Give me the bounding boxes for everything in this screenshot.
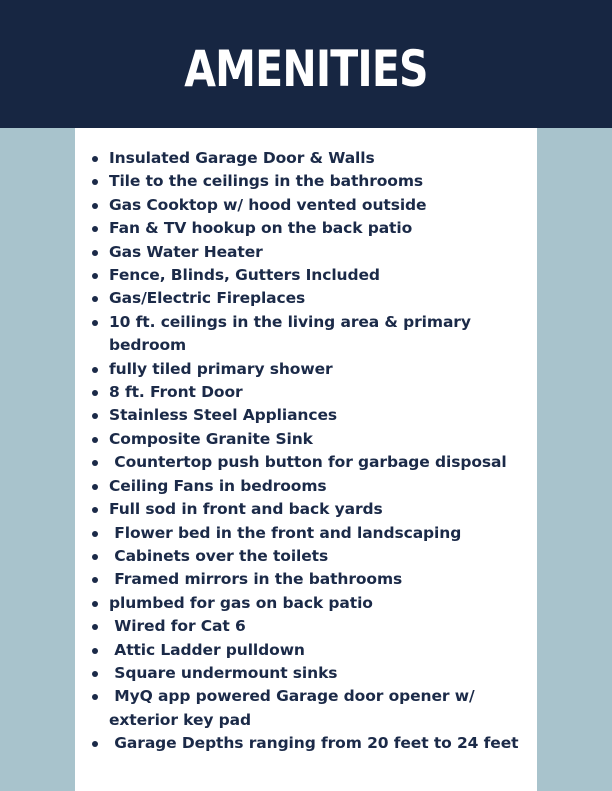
list-item-text: Flower bed in the front and landscaping bbox=[109, 523, 462, 542]
list-item-text: Garage Depths ranging from 20 feet to 24 feet bbox=[109, 734, 519, 753]
bullet-icon bbox=[92, 250, 98, 256]
list-item bbox=[92, 545, 532, 568]
bullet-icon bbox=[92, 203, 98, 209]
list-item bbox=[92, 170, 532, 193]
list-item bbox=[92, 381, 532, 404]
bullet-icon bbox=[92, 320, 98, 326]
bullet-icon bbox=[92, 741, 98, 747]
list-item-text: fully tiled primary shower bbox=[109, 359, 333, 378]
list-item-text: MyQ app powered Garage door opener w/ exterior key pad bbox=[109, 687, 480, 729]
bullet-icon bbox=[92, 624, 98, 630]
list-item-text: 10 ft. ceilings in the living area & primary bedroom bbox=[109, 312, 477, 355]
list-item-text: Gas Cooktop w/ hood vented outside bbox=[109, 195, 427, 214]
list-item bbox=[92, 451, 532, 474]
list-item-text: Square undermount sinks bbox=[109, 663, 338, 682]
bullet-icon bbox=[92, 156, 98, 162]
bullet-icon bbox=[92, 694, 98, 700]
list-item bbox=[92, 732, 532, 755]
list-item-text: Wired for Cat 6 bbox=[109, 617, 246, 636]
bullet-icon bbox=[92, 671, 98, 677]
list-item bbox=[92, 639, 532, 662]
list-item bbox=[92, 287, 532, 310]
list-item-text: Countertop push button for garbage disposal bbox=[109, 453, 507, 472]
bullet-icon bbox=[92, 554, 98, 560]
list-item bbox=[92, 662, 532, 685]
list-item-text: Framed mirrors in the bathrooms bbox=[109, 570, 403, 589]
list-item bbox=[92, 428, 532, 451]
list-item-text: Gas Water Heater bbox=[109, 242, 263, 261]
bullet-icon bbox=[92, 507, 98, 513]
list-item bbox=[92, 217, 532, 240]
bullet-icon bbox=[92, 484, 98, 490]
list-item bbox=[92, 568, 532, 591]
list-item bbox=[92, 404, 532, 427]
list-item bbox=[92, 592, 532, 615]
page-title: AMENITIES bbox=[184, 40, 428, 98]
list-item-text: plumbed for gas on back patio bbox=[109, 593, 373, 612]
list-item bbox=[92, 241, 532, 264]
list-item-text: Ceiling Fans in bedrooms bbox=[109, 476, 327, 495]
bullet-icon bbox=[92, 531, 98, 537]
list-item-text: Full sod in front and back yards bbox=[109, 500, 383, 519]
list-item-text: Cabinets over the toilets bbox=[109, 546, 329, 565]
amenities-list bbox=[92, 147, 532, 756]
bullet-icon bbox=[92, 460, 98, 466]
bullet-icon bbox=[92, 226, 98, 232]
bullet-icon bbox=[92, 390, 98, 396]
bullet-icon bbox=[92, 648, 98, 654]
list-item bbox=[92, 685, 532, 732]
list-item-text: Composite Granite Sink bbox=[109, 429, 313, 448]
list-item-text: Fence, Blinds, Gutters Included bbox=[109, 266, 380, 285]
list-item bbox=[92, 147, 532, 170]
list-item bbox=[92, 615, 532, 638]
list-item-text: Attic Ladder pulldown bbox=[109, 640, 305, 659]
header-banner bbox=[0, 0, 612, 128]
bullet-icon bbox=[92, 296, 98, 302]
bullet-icon bbox=[92, 601, 98, 607]
list-item-text: Gas/Electric Fireplaces bbox=[109, 289, 306, 308]
bullet-icon bbox=[92, 413, 98, 419]
bullet-icon bbox=[92, 367, 98, 373]
list-item-text: 8 ft. Front Door bbox=[109, 383, 243, 402]
list-item-text: Insulated Garage Door & Walls bbox=[109, 149, 375, 167]
list-item bbox=[92, 522, 532, 545]
list-item-text: Stainless Steel Appliances bbox=[109, 406, 337, 425]
list-item bbox=[92, 311, 532, 358]
list-item bbox=[92, 475, 532, 498]
list-item bbox=[92, 194, 532, 217]
list-item bbox=[92, 498, 532, 521]
list-item bbox=[92, 358, 532, 381]
list-item bbox=[92, 264, 532, 287]
bullet-icon bbox=[92, 273, 98, 279]
list-item-text: Tile to the ceilings in the bathrooms bbox=[109, 172, 424, 191]
list-item-text: Fan & TV hookup on the back patio bbox=[109, 219, 413, 238]
bullet-icon bbox=[92, 179, 98, 185]
bullet-icon bbox=[92, 577, 98, 583]
bullet-icon bbox=[92, 437, 98, 443]
amenities-panel bbox=[75, 128, 537, 791]
